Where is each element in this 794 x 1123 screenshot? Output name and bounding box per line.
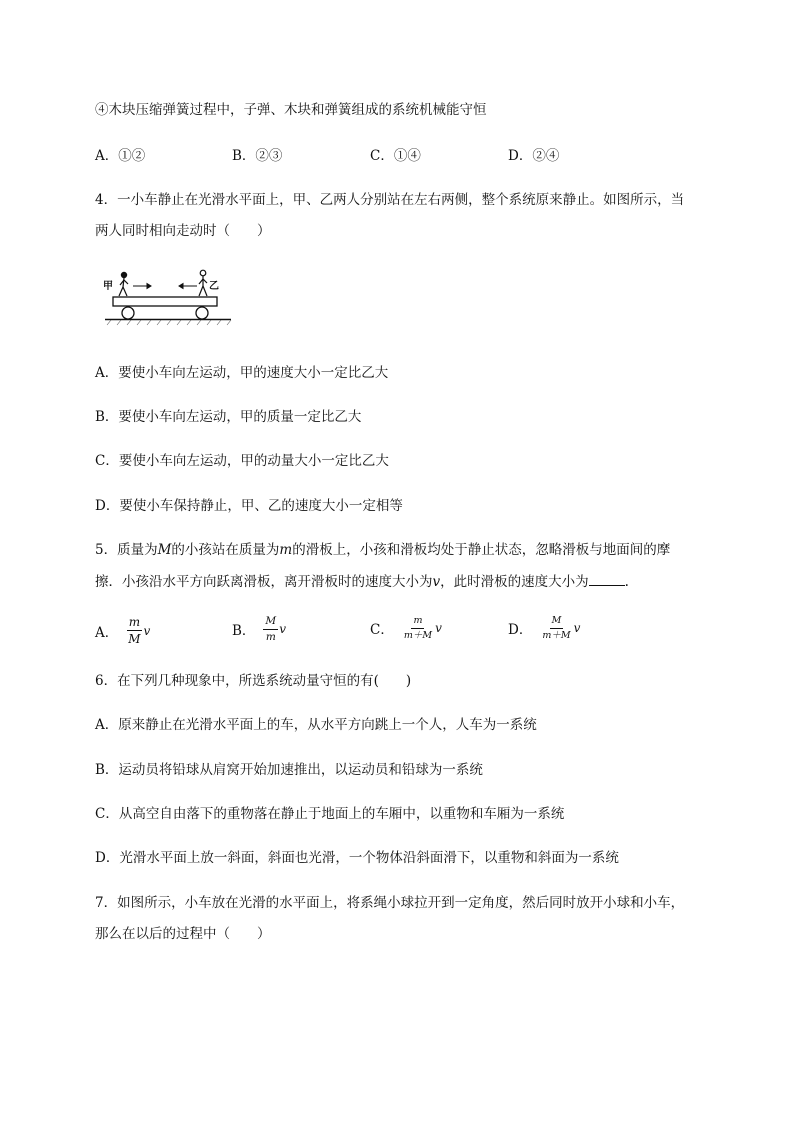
cart-figure bbox=[103, 267, 233, 333]
q3-statement-4: ④木块压缩弹簧过程中，子弹、木块和弹簧组成的系统机械能守恒 bbox=[95, 102, 487, 118]
q6-stem: 6．在下列几种现象中，所选系统动量守恒的有( ) bbox=[95, 673, 412, 689]
q6-option-a: A．原来静止在光滑水平面上的车，从水平方向跳上一个人，人车为一系统 bbox=[95, 717, 537, 733]
q4-option-a: A．要使小车向左运动，甲的速度大小一定比乙大 bbox=[95, 365, 389, 381]
q3-option-d: D．②④ bbox=[508, 148, 560, 164]
q6-option-b: B．运动员将铅球从肩窝开始加速推出，以运动员和铅球为一系统 bbox=[95, 762, 483, 778]
figure-label-right: 乙 bbox=[209, 281, 219, 292]
q5-option-a: A． $\frac{m}{M}$ v bbox=[95, 615, 151, 646]
q5-option-b: B． $\frac{M}{m}$ v bbox=[232, 615, 286, 643]
q5-option-c: C． $\frac{m}{m+M}$ v bbox=[370, 615, 442, 641]
answer-blank bbox=[589, 573, 625, 586]
q4-option-d: D．要使小车保持静止，甲、乙的速度大小一定相等 bbox=[95, 498, 403, 514]
q4-stem-line2: 两人同时相向走动时（ ） bbox=[95, 223, 271, 239]
q5-stem-line2: 擦．小孩沿水平方向跃离滑板，离开滑板时的速度大小为v，此时滑板的速度大小为 . bbox=[95, 574, 629, 590]
q7-stem-line2: 那么在以后的过程中（ ） bbox=[95, 926, 271, 942]
q7-stem-line1: 7．如图所示，小车放在光滑的水平面上，将系绳小球拉开到一定角度，然后同时放开小球和小车， bbox=[95, 895, 685, 911]
arrow-right-icon bbox=[133, 284, 151, 289]
q3-options bbox=[95, 147, 715, 171]
cart-diagram bbox=[103, 267, 233, 329]
figure-label-left: 甲 bbox=[103, 281, 113, 292]
q3-option-a: A．①② bbox=[95, 148, 146, 164]
arrow-left-icon bbox=[179, 284, 197, 289]
person-right-icon bbox=[199, 270, 207, 296]
q4-option-c: C．要使小车向左运动，甲的动量大小一定比乙大 bbox=[95, 453, 389, 469]
wheel-right bbox=[196, 307, 208, 319]
q6-option-d: D．光滑水平面上放一斜面，斜面也光滑，一个物体沿斜面滑下，以重物和斜面为一系统 bbox=[95, 850, 619, 866]
q3-option-b: B．②③ bbox=[232, 148, 283, 164]
q4-stem-line1: 4．一小车静止在光滑水平面上，甲、乙两人分别站在左右两侧，整个系统原来静止。如图所示，当 bbox=[95, 192, 685, 208]
person-left-icon bbox=[119, 272, 128, 296]
q5-stem-line1: 5．质量为M的小孩站在质量为m的滑板上，小孩和滑板均处于静止状态，忽略滑板与地面间的摩 bbox=[95, 542, 671, 558]
q3-option-c: C．①④ bbox=[370, 148, 421, 164]
cart-plank bbox=[113, 297, 217, 306]
q4-option-b: B．要使小车向左运动，甲的质量一定比乙大 bbox=[95, 409, 362, 425]
q5-option-d: D． $\frac{M}{m+M}$ v bbox=[508, 615, 581, 641]
q6-option-c: C．从高空自由落下的重物落在静止于地面上的车厢中，以重物和车厢为一系统 bbox=[95, 806, 565, 822]
ground-hatch bbox=[107, 320, 231, 325]
q5-options bbox=[95, 612, 715, 652]
wheel-left bbox=[122, 307, 134, 319]
